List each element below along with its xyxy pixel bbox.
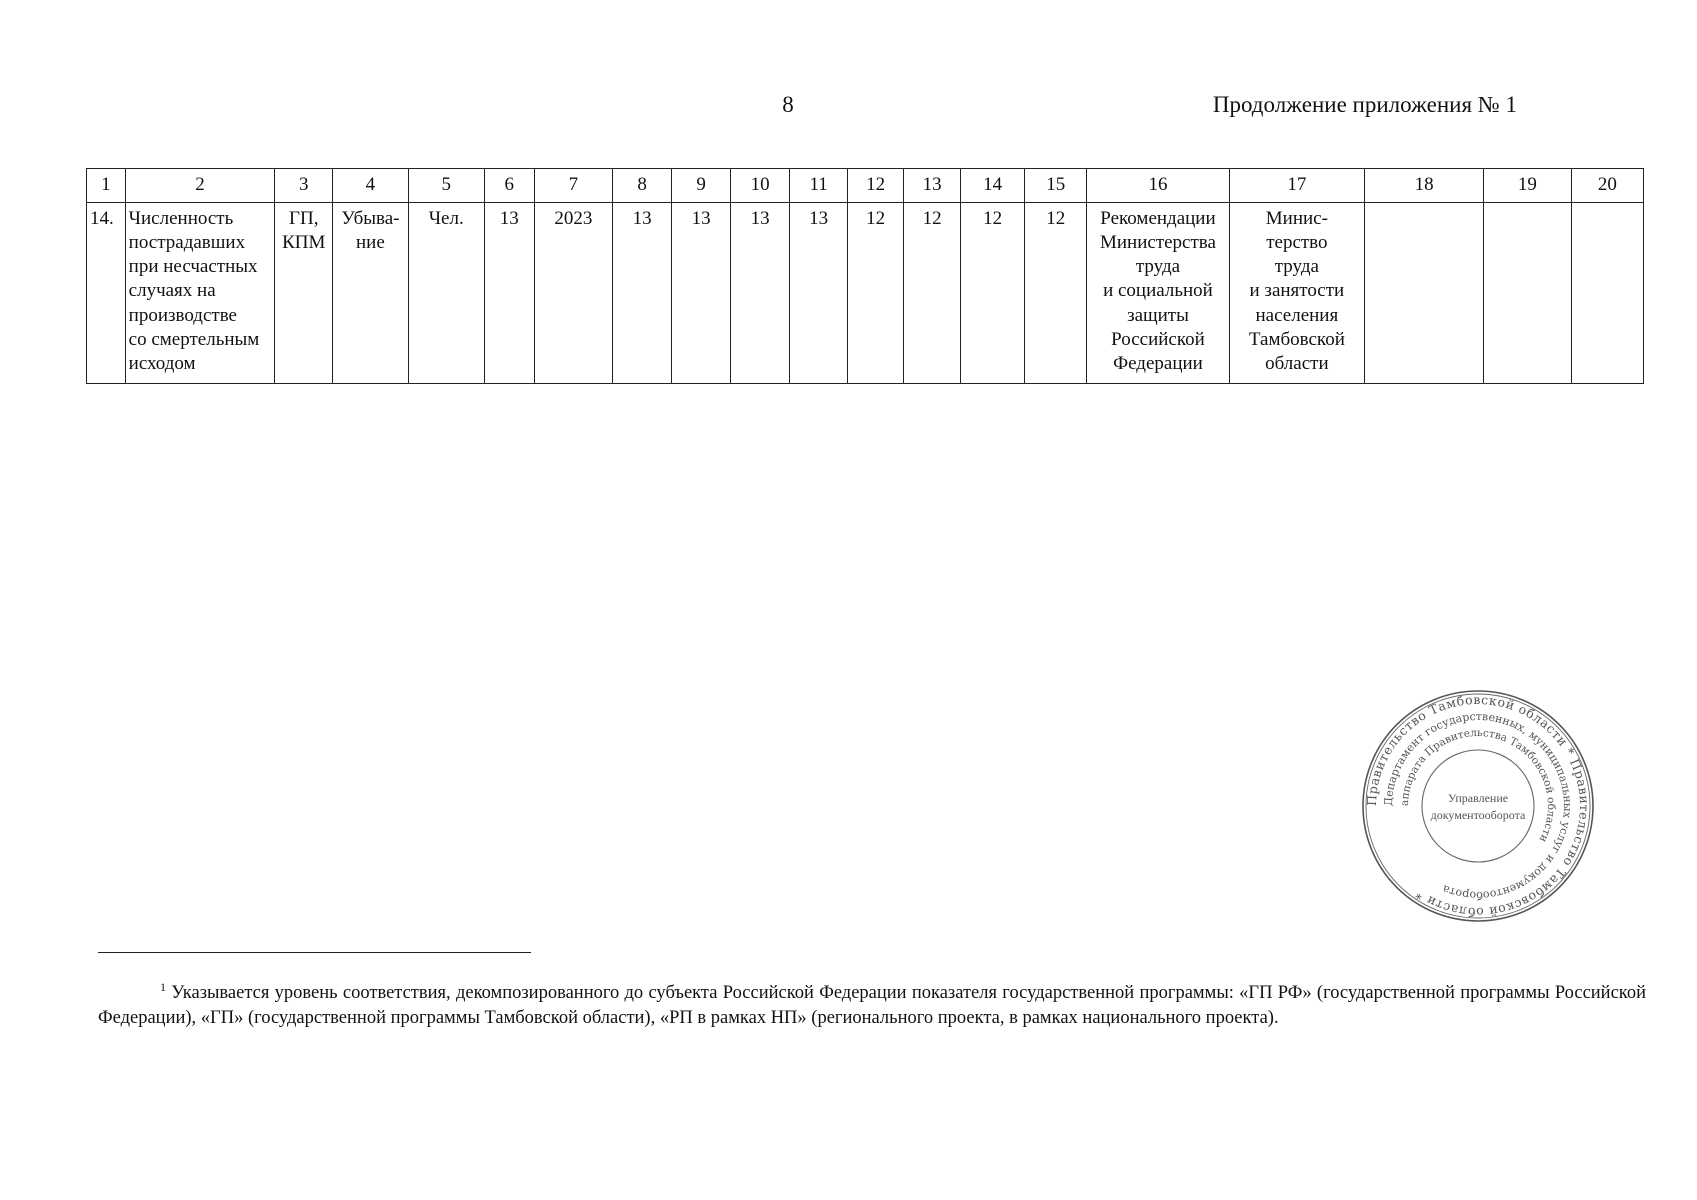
header-cell: 1 <box>87 169 126 203</box>
header-cell: 18 <box>1365 169 1484 203</box>
header-cell: 13 <box>904 169 961 203</box>
indicator-name-line: производстве <box>128 304 237 326</box>
header-cell: 9 <box>672 169 731 203</box>
header-cell: 15 <box>1025 169 1087 203</box>
header-cell: 20 <box>1571 169 1643 203</box>
continuation-label: Продолжение приложения № 1 <box>1212 92 1517 117</box>
indicator-name-line: случаях на <box>128 280 216 302</box>
responsible-line: Минис- <box>1265 208 1328 229</box>
document-line: труда <box>1135 256 1181 278</box>
indicator-name-cell <box>125 203 275 384</box>
empty-cell <box>1571 203 1643 384</box>
value-cell: 13 <box>731 203 790 384</box>
table-header-row <box>87 169 1644 203</box>
document-line: Министерства <box>1099 232 1216 254</box>
level-line: ГП, <box>289 208 319 229</box>
header-cell: 3 <box>275 169 333 203</box>
header-cell: 10 <box>731 169 790 203</box>
direction-line: Убыва- <box>341 208 400 229</box>
header-cell: 16 <box>1087 169 1229 203</box>
responsible-line: населения <box>1255 304 1339 326</box>
header-cell: 5 <box>408 169 484 203</box>
page-number: 8 <box>782 92 794 117</box>
header-cell: 4 <box>333 169 408 203</box>
stamp-center-line-2: документооборота <box>1430 808 1526 822</box>
header-cell: 11 <box>790 169 848 203</box>
base-value-cell: 13 <box>484 203 534 384</box>
document-line: Федерации <box>1113 352 1203 374</box>
indicator-name-line: при несчастных <box>128 256 258 278</box>
footnote-marker: 1 <box>160 980 166 994</box>
footnote-rule <box>98 952 531 953</box>
header-cell: 17 <box>1229 169 1364 203</box>
header-cell: 6 <box>484 169 534 203</box>
direction-cell <box>333 203 408 384</box>
footnote-text: Указывается уровень соответствия, декомпозированного до субъекта Российской Федерации показателя государственной программы: «ГП РФ» (государственной программы Российской Федерации), «ГП» (государственной программы Тамбовской области), «РП в рамках НП» (регионального проекта, в рамках национального проекта). <box>98 983 1646 1028</box>
empty-cell <box>1484 203 1572 384</box>
responsible-line: Тамбовской <box>1248 328 1345 350</box>
indicator-name-line: Численность <box>128 208 234 229</box>
stamp-outer-text: Правительство Тамбовской области * Правительство Тамбовской области * <box>1363 691 1593 921</box>
value-cell: 12 <box>848 203 904 384</box>
document-line: Российской <box>1111 328 1205 350</box>
header-cell: 12 <box>848 169 904 203</box>
table-row <box>87 203 1644 384</box>
level-cell <box>275 203 333 384</box>
responsible-line: и занятости <box>1249 280 1345 302</box>
unit-cell: Чел. <box>408 203 484 384</box>
value-cell: 12 <box>1025 203 1087 384</box>
stamp-center-line-1: Управление <box>1447 791 1509 805</box>
header-cell: 7 <box>534 169 612 203</box>
row-number: 14. <box>87 203 126 384</box>
empty-cell <box>1365 203 1484 384</box>
responsible-line: труда <box>1274 256 1319 278</box>
stamp-middle-text: Департамент государственных, муниципальных услуг и документооборота <box>1381 709 1575 903</box>
header-cell: 2 <box>125 169 275 203</box>
stamp-center-ring <box>1422 750 1534 862</box>
responsible-cell <box>1229 203 1364 384</box>
header-cell: 19 <box>1484 169 1572 203</box>
responsible-line: терство <box>1266 232 1328 254</box>
indicators-table <box>86 168 1644 384</box>
responsible-line: области <box>1265 352 1329 374</box>
direction-line: ние <box>356 232 385 254</box>
stamp-inner-text: аппарата Правительства Тамбовской области <box>1398 726 1558 845</box>
document-line: и социальной <box>1103 280 1213 302</box>
official-stamp <box>1360 688 1596 924</box>
header-cell: 8 <box>613 169 672 203</box>
document-line: Рекомендации <box>1100 208 1216 229</box>
level-line: КПМ <box>282 232 326 254</box>
base-year-cell: 2023 <box>534 203 612 384</box>
value-cell: 13 <box>790 203 848 384</box>
indicator-name-line: исходом <box>128 352 196 374</box>
value-cell: 13 <box>613 203 672 384</box>
value-cell: 13 <box>672 203 731 384</box>
footnote <box>98 980 1646 1030</box>
value-cell: 12 <box>904 203 961 384</box>
indicator-name-line: со смертельным <box>128 328 260 350</box>
value-cell: 12 <box>961 203 1025 384</box>
header-cell: 14 <box>961 169 1025 203</box>
document-line: защиты <box>1127 304 1189 326</box>
indicator-name-line: пострадавших <box>128 232 246 254</box>
document-cell <box>1087 203 1229 384</box>
